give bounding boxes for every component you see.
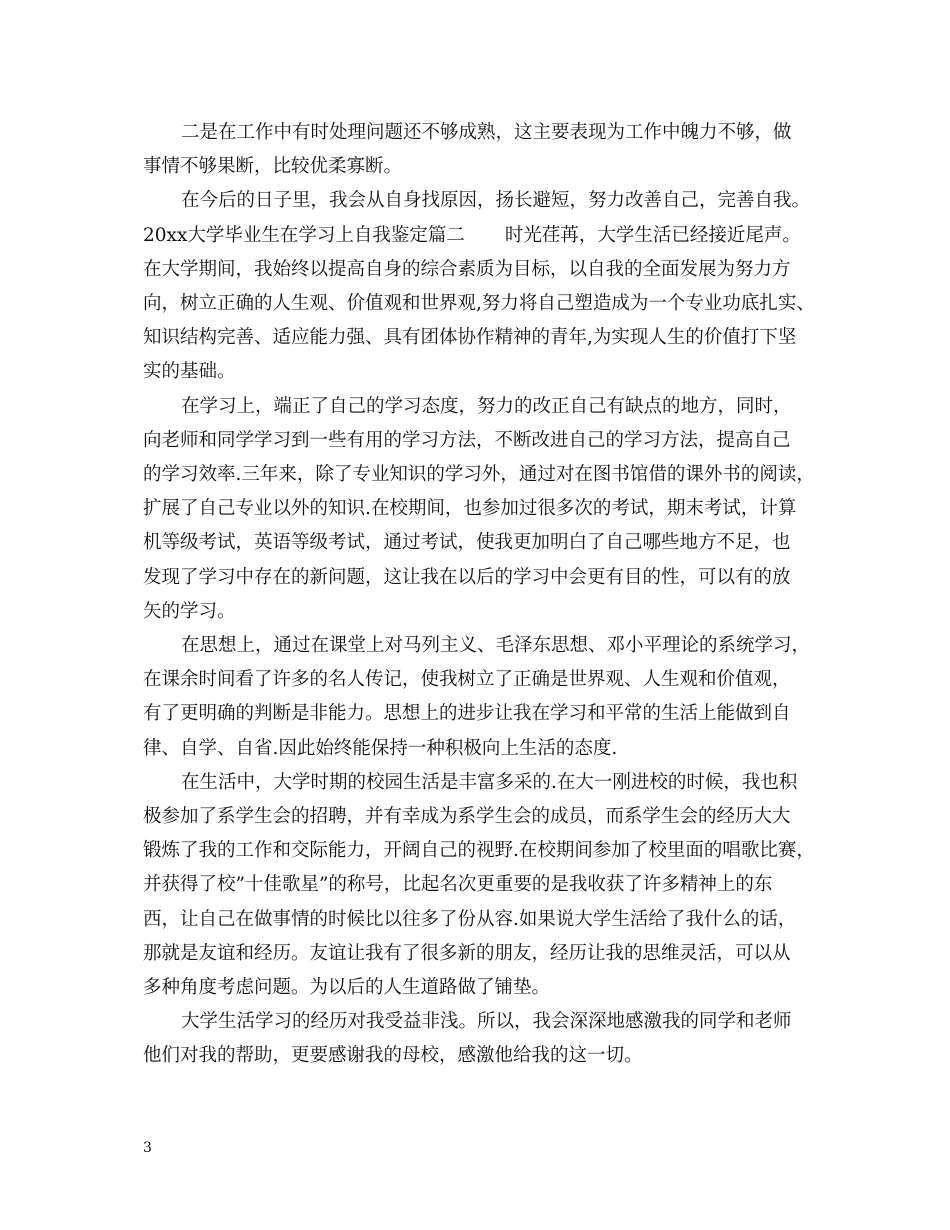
heading-line: [143, 219, 823, 253]
paragraph-line: 向，树立正确的人生观、价值观和世界观,努力将自己塑造成为一个专业功底扎实、: [143, 293, 815, 315]
paragraph-line: 极参加了系学生会的招聘，并有幸成为系学生会的成员，而系学生会的经历大大: [143, 806, 791, 828]
paragraph-line: 在今后的日子里，我会从自身找原因，扬长避短，努力改善自己，完善自我。: [181, 190, 811, 212]
paragraph-line: 机等级考试，英语等级考试，通过考试，使我更加明白了自己哪些地方不足，也: [143, 532, 791, 554]
paragraph-line: 矢的学习。: [143, 600, 236, 622]
paragraph-line: 他们对我的帮助，更要感谢我的母校，感激他给我的这一切。: [143, 1045, 643, 1067]
paragraph-line: 并获得了校”十佳歌星”的称号，比起名次更重要的是我收获了许多精神上的东: [143, 874, 773, 896]
document-body: [143, 116, 823, 1074]
paragraph-line: 在生活中，大学时期的校园生活是丰富多采的.在大一刚进校的时候，我也积: [181, 771, 798, 793]
paragraph-line: 多种角度考虑问题。为以后的人生道路做了铺垫。: [143, 977, 551, 999]
paragraph-line: 发现了学习中存在的新问题，这让我在以后的学习中会更有目的性，可以有的放: [143, 566, 791, 588]
section-heading: 20xx大学毕业生在学习上自我鉴定篇二: [143, 224, 465, 246]
paragraph-line: 西，让自己在做事情的时候比以往多了份从容.如果说大学生活给了我什么的话，: [143, 908, 797, 930]
paragraph-line: 在课余时间看了许多的名人传记，使我树立了正确是世界观、人生观和价值观，: [143, 669, 791, 691]
paragraph-line: 律、自学、自省.因此始终能保持一种积极向上生活的态度.: [143, 737, 618, 759]
paragraph-line: 大学生活学习的经历对我受益非浅。所以，我会深深地感激我的同学和老师: [181, 1011, 792, 1033]
paragraph-line: 锻炼了我的工作和交际能力，开阔自己的视野.在校期间参加了校里面的唱歌比赛，: [143, 840, 815, 862]
page-number: 3: [143, 1140, 152, 1156]
paragraph-line: 在思想上，通过在课堂上对马列主义、毛泽东思想、邓小平理论的系统学习，: [181, 635, 811, 657]
paragraph-line: 的学习效率.三年来，除了专业知识的学习外，通过对在图书馆借的课外书的阅读，: [143, 464, 815, 486]
paragraph-line: 事情不够果断，比较优柔寡断。: [143, 156, 403, 178]
paragraph-line: 时光荏苒，大学生活已经接近尾声。: [504, 224, 801, 246]
paragraph-line: 实的基础。: [143, 361, 236, 383]
paragraph-line: 扩展了自己专业以外的知识.在校期间，也参加过很多次的考试，期末考试，计算: [143, 498, 797, 520]
paragraph-line: 在大学期间，我始终以提高自身的综合素质为目标，以自我的全面发展为努力方: [143, 258, 791, 280]
paragraph-line: 在学习上，端正了自己的学习态度，努力的改正自己有缺点的地方，同时，: [181, 395, 792, 417]
paragraph-line: 知识结构完善、适应能力强、具有团体协作精神的青年,为实现人生的价值打下坚: [143, 327, 797, 349]
paragraph-line: 有了更明确的判断是非能力。思想上的进步让我在学习和平常的生活上能做到自: [143, 703, 791, 725]
paragraph-line: 二是在工作中有时处理问题还不够成熟，这主要表现为工作中魄力不够，做: [181, 122, 792, 143]
paragraph-line: 那就是友谊和经历。友谊让我有了很多新的朋友，经历让我的思维灵活，可以从: [143, 942, 791, 964]
paragraph-line: 向老师和同学学习到一些有用的学习方法，不断改进自己的学习方法，提高自己: [143, 429, 791, 451]
